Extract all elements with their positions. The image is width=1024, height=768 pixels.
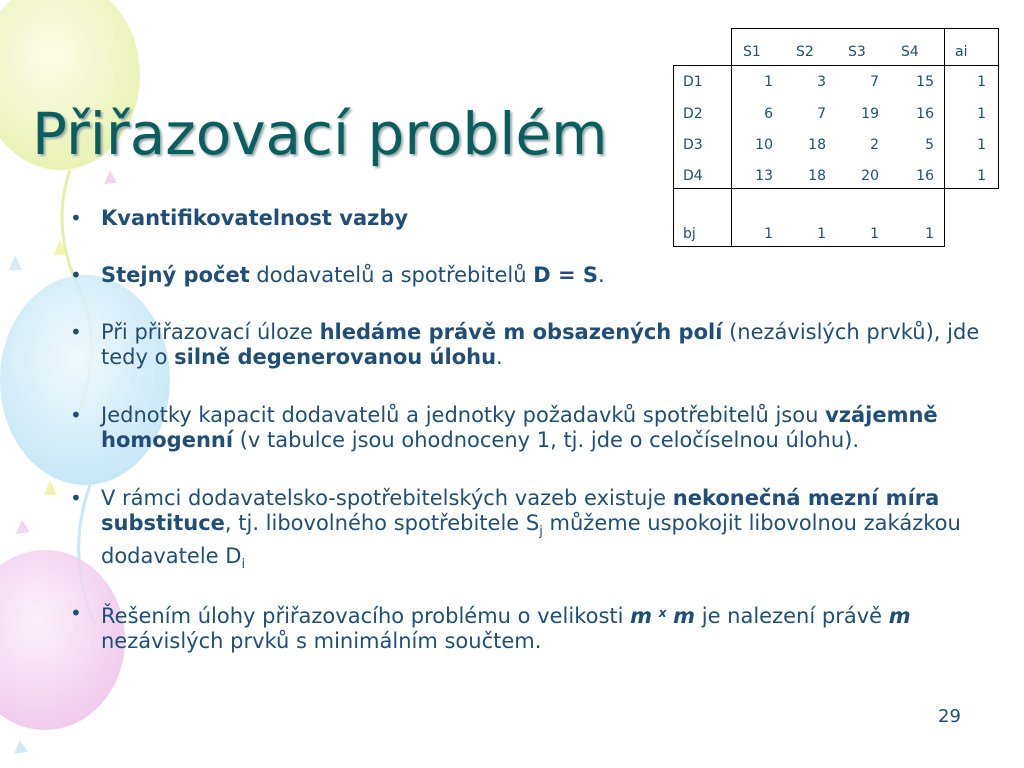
row-label: D3 <box>683 137 703 153</box>
page-number: 29 <box>938 706 961 727</box>
col-header-s2: S2 <box>796 44 814 60</box>
table-cell: 18 <box>808 168 826 184</box>
col-header-s1: S1 <box>743 44 761 60</box>
table-cell: 7 <box>870 74 879 90</box>
table-cell: 19 <box>861 106 879 122</box>
col-header-s3: S3 <box>848 44 866 60</box>
bullet-list <box>70 206 1000 654</box>
table-cell: 6 <box>764 106 773 122</box>
table-border-header <box>673 65 999 66</box>
col-header-ai: ai <box>955 44 968 60</box>
row-label: D4 <box>683 168 703 184</box>
table-border-top <box>731 28 999 29</box>
table-cell: 16 <box>916 168 934 184</box>
table-cell: 18 <box>808 137 826 153</box>
table-cell-bj: 1 <box>925 226 934 242</box>
bullet-item: • Stejný počet dodavatelů a spotřebitelů D = S. <box>70 263 605 287</box>
table-cell-bj: 1 <box>870 226 879 242</box>
table-cell-bj: 1 <box>817 226 826 242</box>
bullet-dot-icon: • <box>70 601 82 625</box>
bullet-dot-icon: • <box>70 486 82 510</box>
table-cell: 2 <box>870 137 879 153</box>
table-cell: 16 <box>916 106 934 122</box>
page-title: Přiřazovací problém <box>32 100 608 168</box>
bullet-item: • Při přiřazovací úloze hledáme právě m obsazených polí (nezávislých prvků), jde tedy o silně degenerovanou úlohu. <box>70 320 980 369</box>
table-cell-ai: 1 <box>977 74 986 90</box>
table-border-right <box>998 28 999 189</box>
table-border-body <box>673 188 999 189</box>
table-cell-ai: 1 <box>977 137 986 153</box>
table-cell: 13 <box>755 168 773 184</box>
col-header-s4: S4 <box>901 44 919 60</box>
table-cell: 10 <box>755 137 773 153</box>
table-cell-ai: 1 <box>977 106 986 122</box>
bullet-item: • V rámci dodavatelsko-spotřebitelských vazeb existuje nekonečná mezní míra substituce, tj. libovolného spotřebitele $S_j$ můžeme uspokojit libovolnou zakázkou dodavatele $D_i$ <box>70 486 961 572</box>
table-cell-bj: 1 <box>764 226 773 242</box>
bullet-dot-icon: • <box>70 263 82 287</box>
bullet-item: • Jednotky kapacit dodavatelů a jednotky požadavků spotřebitelů jsou vzájemně homogenní (v tabulce jsou ohodnoceny 1, tj. jde o celočíselnou úlohu). <box>70 403 938 452</box>
bullet-dot-icon: • <box>70 403 82 427</box>
row-label: D1 <box>683 74 703 90</box>
table-cell: 20 <box>861 168 879 184</box>
table-cell-ai: 1 <box>977 168 986 184</box>
bullet-item: • Řešením úlohy přiřazovacího problému o velikosti m $^x$ m je nalezení právě m nezávislých prvků s minimálním součtem. <box>70 601 911 653</box>
table-cell: 3 <box>817 74 826 90</box>
bullet-item: • Kvantifikovatelnost vazby <box>70 206 409 230</box>
table-cell: 1 <box>764 74 773 90</box>
row-label-bj: bj <box>683 226 696 242</box>
bullet-dot-icon: • <box>70 206 82 230</box>
row-label: D2 <box>683 106 703 122</box>
table-cell: 15 <box>916 74 934 90</box>
bullet-dot-icon: • <box>70 320 82 344</box>
table-cell: 7 <box>817 106 826 122</box>
table-cell: 5 <box>925 137 934 153</box>
